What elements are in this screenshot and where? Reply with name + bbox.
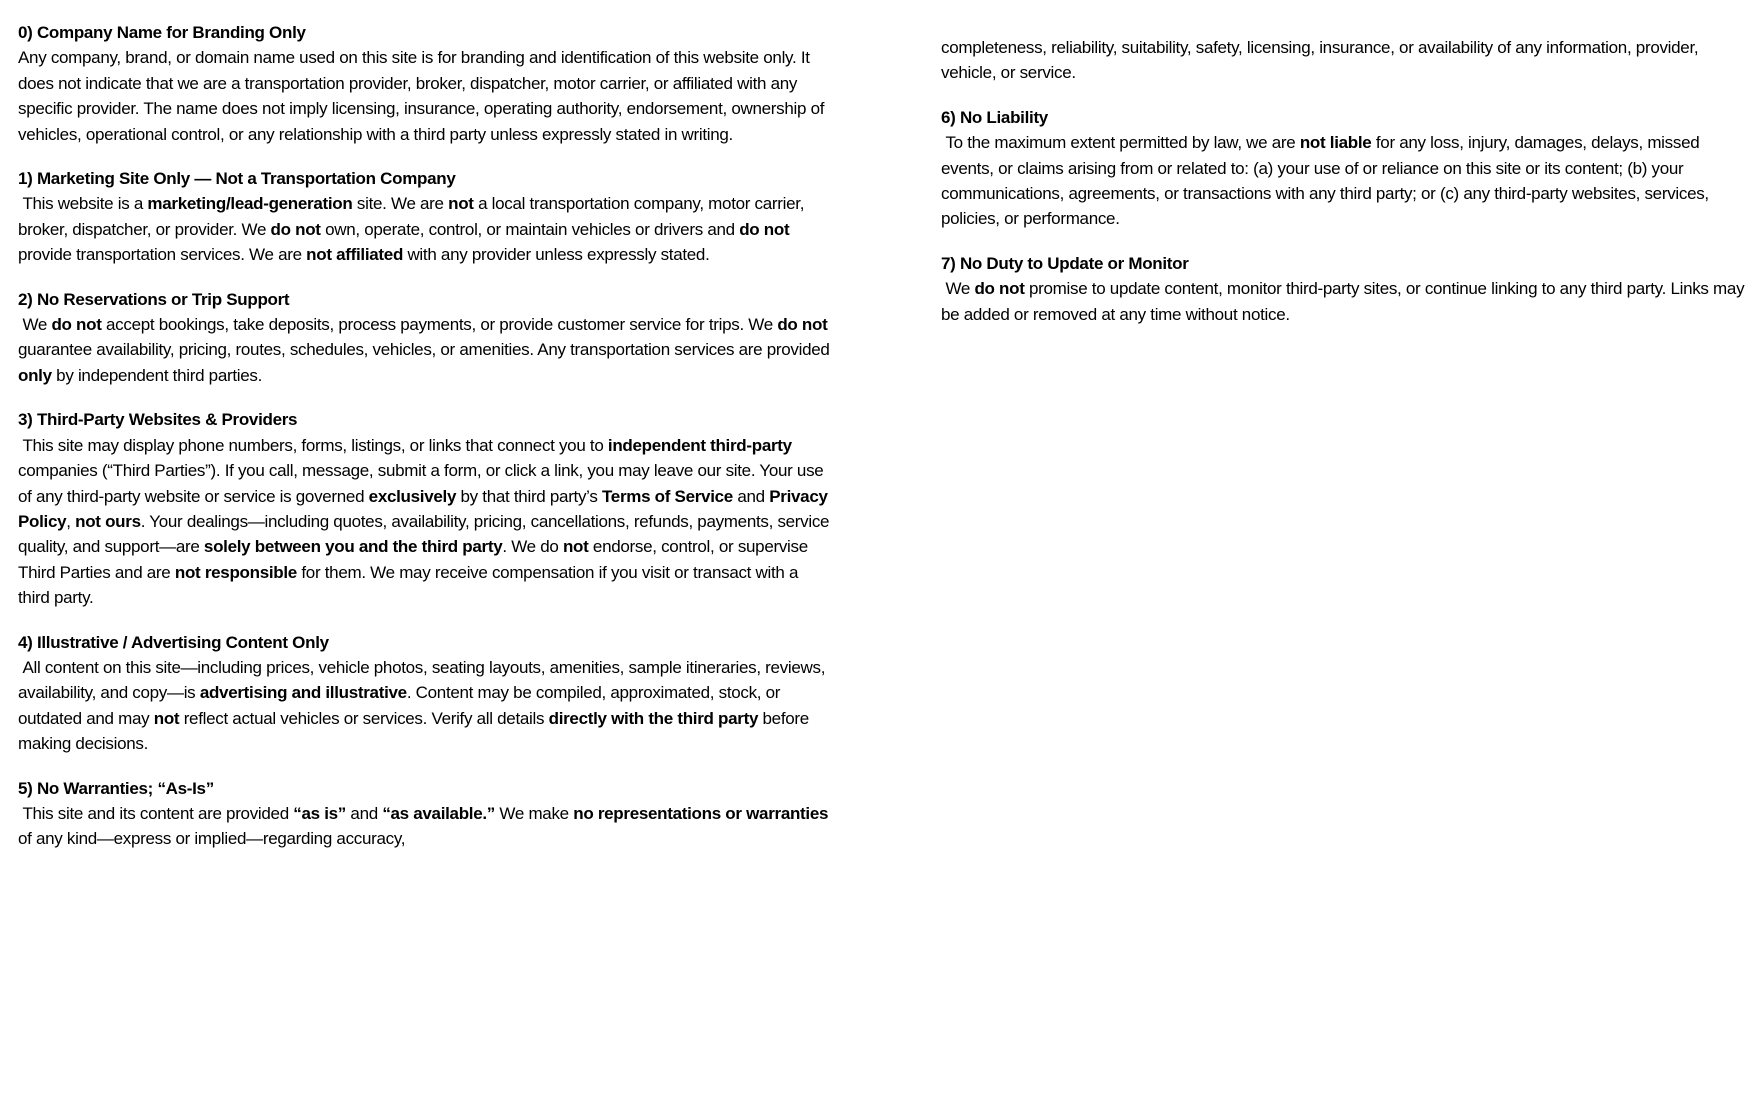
text-segment: and [346,803,383,823]
section-paragraph [18,407,834,610]
section-heading: 3) Third-Party Websites & Providers [18,410,298,430]
text-segment: by that third party’s [456,486,602,506]
section-heading: 0) Company Name for Branding Only [18,23,306,42]
text-segment: promise to update content, monitor third-party sites, or continue linking to any third party. Links may be added or removed at any time without notice. [941,279,1749,324]
text-segment: We make [495,803,574,823]
text-segment: with any provider unless expressly stated. [403,245,710,265]
text-segment: provide transportation services. We are [18,219,794,265]
text-segment: for any loss, injury, damages, delays, missed events, or claims arising from or related to: (a) your use of or reliance on this site or its content; (b) your communications, agreements, or transactions with any third party; or (c) any third-party websites, services, policies, or performance. [941,133,1714,229]
section-paragraph [18,776,833,852]
text-column-right [941,35,1749,327]
bold-text-segment: solely between you and the third party [203,537,503,557]
bold-text-segment: not liable [1299,133,1372,153]
bold-text-segment: “as available.” [382,803,495,823]
bold-text-segment: do not [777,315,828,335]
bold-text-segment: marketing/lead-generation [147,194,353,214]
text-segment: of any kind—express or implied—regarding accuracy, [18,803,833,849]
text-segment: site. We are [352,194,449,214]
text-segment: We [18,315,52,335]
text-segment: This site may display phone numbers, forms, listings, or links that connect you to [18,435,608,455]
bold-text-segment: independent third-party [607,435,792,455]
bold-text-segment: do not [270,219,321,239]
text-segment: reflect actual vehicles or services. Verify all details [179,708,549,728]
text-segment: accept bookings, take deposits, process payments, or provide customer service for trips. We [101,315,778,335]
text-segment: before making decisions. [18,708,814,754]
bold-text-segment: do not [739,219,790,239]
text-segment: . We do [502,537,563,557]
section-paragraph [18,20,830,147]
bold-text-segment: no representations or warranties [573,803,829,823]
text-segment: , [66,511,76,531]
section-paragraph [941,105,1745,232]
bold-text-segment: do not [51,315,102,335]
text-segment: a local transportation company, motor carrier, broker, dispatcher, or provider. We [18,194,809,239]
bold-text-segment: not affiliated [306,245,404,265]
text-segment: and [732,486,770,506]
section-paragraph [18,166,830,268]
bold-text-segment: advertising and illustrative [199,683,407,703]
text-segment: guarantee availability, pricing, routes, schedules, vehicles, or amenities. Any transportation services are provided [18,315,834,360]
bold-text-segment: “as is” [293,803,346,823]
bold-text-segment: directly with the third party [548,708,759,728]
text-segment: We [941,279,975,299]
section-heading: 2) No Reservations or Trip Support [18,289,290,309]
text-segment: . Content may be compiled, approximated, stock, or outdated and may [18,683,785,728]
section-paragraph [941,251,1749,327]
continuation-paragraph [941,35,1745,86]
section-heading: 1) Marketing Site Only — Not a Transportation Company [18,169,456,189]
bold-text-segment: not [153,708,180,728]
text-segment: Any company, brand, or domain name used on this site is for branding and identification of this website only. It does not indicate that we are a transportation provider, broker, dispatcher, motor carrier, or affiliated with any specific provider. The name does not imply licensing, insurance, operating authority, endorsement, ownership of vehicles, operational control, or any relationship with a third party unless expressly stated in writing. [18,48,829,144]
section-heading: 7) No Duty to Update or Monitor [941,253,1189,273]
text-segment: To the maximum extent permitted by law, we are [941,133,1300,153]
text-segment: This site and its content are provided [18,803,294,823]
text-segment: for them. We may receive compensation if you visit or transact with a third party. [18,562,803,608]
bold-text-segment: exclusively [368,486,457,506]
bold-text-segment: not ours [75,511,141,531]
text-segment: by independent third parties. [51,365,263,385]
text-column-left [18,20,834,852]
bold-text-segment: not [562,537,589,557]
bold-text-segment: Privacy Policy [18,486,833,531]
bold-text-segment: only [18,365,52,385]
section-paragraph [18,630,830,757]
text-segment: This website is a [18,194,148,214]
bold-text-segment: not responsible [174,562,297,582]
text-segment: . Your dealings—including quotes, availability, pricing, cancellations, refunds, payments, service quality, and support—are [18,511,834,557]
section-heading: 4) Illustrative / Advertising Content Only [18,632,329,652]
section-heading: 6) No Liability [941,107,1048,127]
bold-text-segment: do not [974,279,1025,299]
text-segment: own, operate, control, or maintain vehicles or drivers and [320,219,740,239]
bold-text-segment: Terms of Service [601,486,733,506]
text-segment: All content on this site—including prices, vehicle photos, seating layouts, amenities, sample itineraries, reviews, availability, and copy—is [18,657,830,703]
text-segment: companies (“Third Parties”). If you call, message, submit a form, or click a link, you may leave our site. Your use of any third-party website or service is governed [18,435,828,506]
section-heading: 5) No Warranties; “As-Is” [18,778,214,798]
section-paragraph [18,287,834,389]
text-segment: endorse, control, or supervise Third Parties and are [18,537,812,582]
bold-text-segment: not [448,194,474,214]
text-segment: completeness, reliability, suitability, safety, licensing, insurance, or availability of any information, provider, vehicle, or service. [941,38,1703,83]
